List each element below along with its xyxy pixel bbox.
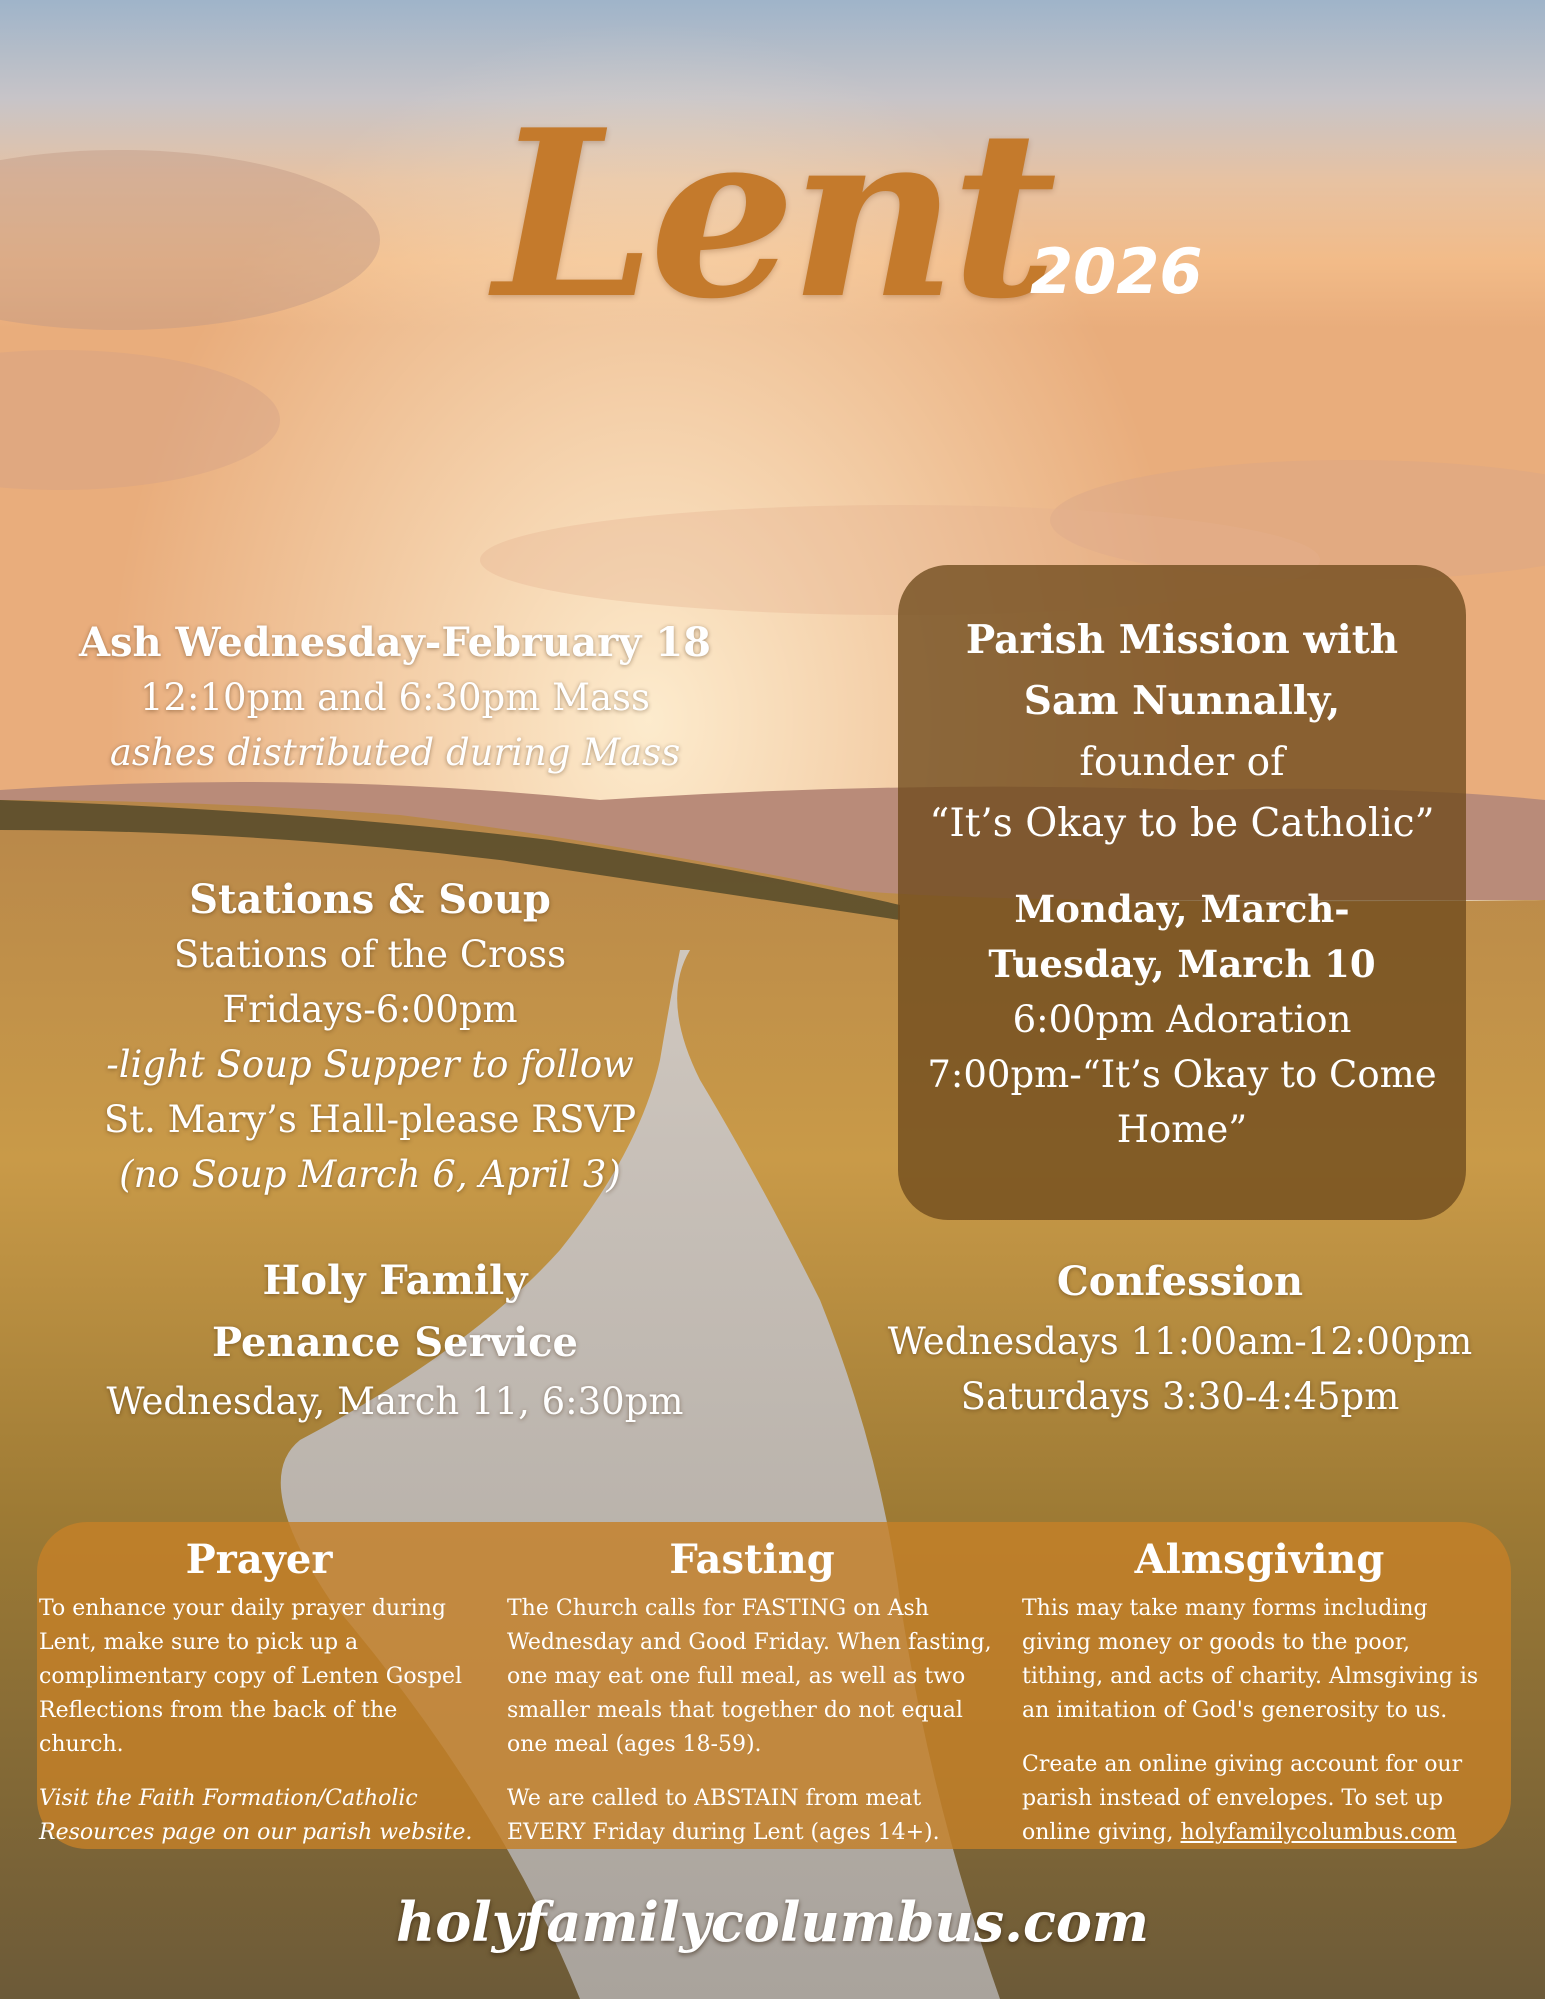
stations-heading: Stations & Soup — [189, 876, 551, 923]
mission-line-2: “It’s Okay to be Catholic” — [929, 801, 1435, 846]
prayer-text: To enhance your daily prayer during Lent, make sure to pick up a complimentary copy of Lenten Gospel Reflections from the back of the church. — [39, 1596, 463, 1757]
online-giving-label: Create an online giving account for our parish instead of envelopes. To set up online giving, — [1022, 1752, 1463, 1845]
abstain-text: We are called to ABSTAIN from meat EVERY Friday during Lent (ages 14+). — [507, 1786, 940, 1845]
confession-section — [860, 1250, 1500, 1424]
mission-heading-2: Sam Nunnally, — [1023, 678, 1341, 724]
ash-wednesday-section — [40, 615, 750, 780]
stations-line-5: (no Soup March 6, April 3) — [119, 1153, 621, 1196]
almsgiving-heading: Almsgiving — [1134, 1536, 1385, 1583]
penance-section — [40, 1250, 750, 1429]
footer-website[interactable]: holyfamilycolumbus.com — [396, 1890, 1149, 1954]
mission-line-1: founder of — [1079, 740, 1285, 785]
fasting-text: The Church calls for FASTING on Ash Wednesday and Good Friday. When fasting, one may eat one full meal, as well as two smaller meals that together do not equal one meal (ages 18-59). — [507, 1596, 992, 1757]
fasting-column — [507, 1522, 997, 1870]
fasting-heading: Fasting — [669, 1536, 835, 1583]
confession-line-1: Wednesdays 11:00am-12:00pm — [887, 1320, 1473, 1363]
prayer-heading: Prayer — [185, 1536, 333, 1583]
mission-line-3: 6:00pm Adoration — [1012, 998, 1352, 1041]
ash-wednesday-mass-times: 12:10pm and 6:30pm Mass — [139, 676, 651, 719]
online-giving-text — [1022, 1748, 1497, 1850]
penance-heading-2: Penance Service — [212, 1319, 578, 1366]
mission-heading-1: Parish Mission with — [965, 617, 1399, 663]
ash-wednesday-note: ashes distributed during Mass — [109, 731, 681, 774]
stations-line-4: St. Mary’s Hall-please RSVP — [103, 1098, 637, 1141]
penance-heading-1: Holy Family — [262, 1257, 528, 1304]
stations-section — [40, 872, 700, 1202]
prayer-column — [39, 1522, 479, 1870]
confession-line-2: Saturdays 3:30-4:45pm — [960, 1375, 1400, 1418]
year-label: 2026 — [1030, 235, 1203, 308]
prayer-note: Visit the Faith Formation/Catholic Resources page on our parish website. — [39, 1786, 473, 1845]
almsgiving-column — [1022, 1522, 1497, 1870]
confession-heading: Confession — [1056, 1258, 1304, 1305]
lent-title: Lent — [493, 80, 1052, 350]
mission-line-5: Home” — [1116, 1108, 1248, 1151]
online-giving-link[interactable]: holyfamilycolumbus.com — [1180, 1820, 1457, 1845]
penance-time: Wednesday, March 11, 6:30pm — [106, 1380, 684, 1423]
mission-date-2: Tuesday, March 10 — [988, 942, 1376, 986]
parish-mission-box — [898, 565, 1466, 1220]
almsgiving-text: This may take many forms including giving money or goods to the poor, tithing, and acts of charity. Almsgiving is an imitation of God's generosity to us. — [1022, 1596, 1479, 1723]
stations-line-1: Stations of the Cross — [173, 933, 567, 976]
mission-date-1: Monday, March- — [1014, 887, 1350, 931]
stations-line-3: -light Soup Supper to follow — [106, 1043, 634, 1086]
mission-line-4: 7:00pm-“It’s Okay to Come — [927, 1053, 1437, 1096]
pillars-box — [37, 1522, 1511, 1849]
stations-line-2: Fridays-6:00pm — [222, 988, 518, 1031]
ash-wednesday-heading: Ash Wednesday-February 18 — [78, 619, 712, 666]
